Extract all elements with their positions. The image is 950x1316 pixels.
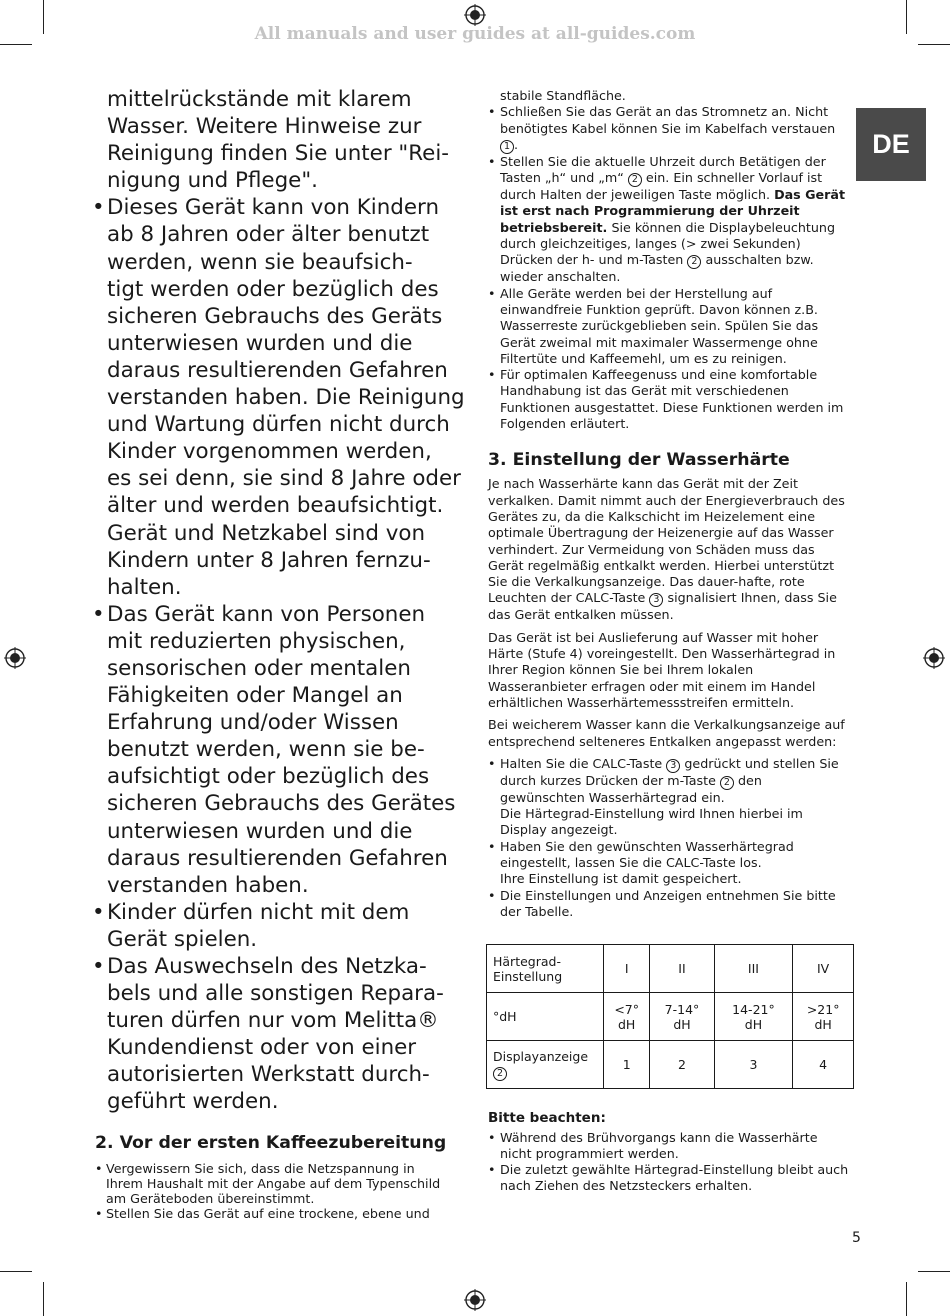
page-number: 5 xyxy=(852,1230,861,1246)
text-line: Kinder vorgenommen werden, xyxy=(107,439,432,465)
list-item xyxy=(92,194,467,600)
text-line: daraus resultierenden Gefahren xyxy=(107,357,448,383)
paragraph xyxy=(488,476,850,623)
list-item xyxy=(488,839,850,888)
table-cell: IV xyxy=(793,945,854,993)
text-line: Erfahrung und/oder Wissen xyxy=(107,710,399,736)
text-line: sicheren Gebrauchs des Gerätes xyxy=(107,791,456,817)
text-line: Wasser. Weitere Hinweise zur xyxy=(107,114,422,140)
bullet-text: Ihre Einstellung ist damit gespeichert. xyxy=(500,871,742,887)
registration-mark-icon xyxy=(464,4,486,26)
list-item xyxy=(92,953,467,1116)
paragraph: Das Gerät ist bei Auslieferung auf Wasser mit hoher Härte (Stufe 4) voreingestellt. Den Wasserhärtegrad in Ihrer Region können Sie bei Ihrem lokalen Wasseranbieter erfragen oder mit einem im Handel erhältlichen Wasserhärtemessstreifen ermitteln. xyxy=(488,629,836,710)
text-line: älter und werden beaufsichtigt. xyxy=(107,493,444,519)
table-cell: 1 xyxy=(604,1041,650,1089)
paragraph: Bei weicherem Wasser kann die Verkalkungsanzeige auf entsprechend selteneres Entkalken angepasst werden: xyxy=(488,717,845,749)
list-item xyxy=(488,888,850,921)
text-line: Kinder dürfen nicht mit dem xyxy=(107,899,410,925)
text-line: aufsichtigt oder bezüglich des xyxy=(107,764,430,790)
cell-line: 14-21° xyxy=(732,1001,775,1017)
text-line: unterwiesen wurden und die xyxy=(107,330,413,356)
text-line: mittelrückstände mit klarem xyxy=(107,87,412,112)
text-line: es sei denn, sie sind 8 Jahre oder xyxy=(107,466,461,492)
watermark: All manuals and user guides at all-guides.com xyxy=(254,24,696,44)
list-item xyxy=(92,899,467,953)
text-line: Dieses Gerät kann von Kindern xyxy=(107,195,440,221)
table-cell: °dH xyxy=(487,993,604,1041)
text-line: Fähigkeiten oder Mangel an xyxy=(107,683,403,709)
text-line: autorisierten Werkstatt durch- xyxy=(107,1062,430,1088)
note-section xyxy=(488,1110,850,1194)
list-item xyxy=(488,756,850,839)
bullet-text: Die Einstellungen und Anzeigen entnehmen Sie bitte der Tabelle. xyxy=(500,887,836,919)
bullet: • xyxy=(488,1130,496,1145)
text-line: sicheren Gebrauchs des Geräts xyxy=(107,303,443,329)
table-cell: 3 xyxy=(714,1041,793,1089)
bullet: • xyxy=(488,367,496,383)
bullet-text: Schließen Sie das Gerät an das Stromnetz an. Nicht benötigtes Kabel können Sie im Kabelfach verstauen xyxy=(500,104,836,136)
list-item xyxy=(488,154,850,286)
text-line: Kindern unter 8 Jahren fernzu- xyxy=(107,547,431,573)
reference-number: 2 xyxy=(628,173,642,187)
text-line: verstanden haben. xyxy=(107,872,309,898)
list-item xyxy=(95,1161,465,1206)
text-line: turen dürfen nur vom Melitta® xyxy=(107,1008,439,1034)
cell-line: <7° xyxy=(614,1001,640,1017)
registration-mark-icon xyxy=(923,647,945,669)
table-cell: II xyxy=(650,945,714,993)
bullet-text: ein. Ein schneller Vorlauf ist durch Halten der jeweiligen Taste möglich. xyxy=(500,170,823,203)
bullet-text: den gewünschten Wasserhärtegrad ein. xyxy=(500,772,762,805)
text-line: Das Gerät kann von Personen xyxy=(107,601,426,627)
table-cell xyxy=(650,993,714,1041)
language-tab: DE xyxy=(856,108,926,181)
bullet-text: Die zuletzt gewählte Härtegrad-Einstellung bleibt auch nach Ziehen des Netzsteckers erhalten. xyxy=(500,1162,849,1193)
paragraph-text: Je nach Wasserhärte kann das Gerät mit der Zeit verkalken. Damit nimmt auch der Energieverbrauch des Gerätes zu, da die Kalkschicht im Heizelement eine optimale Übertragung der Heizenergie auf das Wasser verhindert. Zur Vermeidung von Schäden muss das Gerät regelmäßig entkalkt werden. Hierbei unterstützt Sie die Verkalkungsanzeige. Das dauer-hafte, rote Leuchten der CALC-Taste xyxy=(488,476,845,606)
text-line: verstanden haben. Die Reinigung xyxy=(107,385,465,411)
text-line: daraus resultierenden Gefahren xyxy=(107,845,448,871)
text-line: tigt werden oder bezüglich des xyxy=(107,276,439,302)
water-hardness-table xyxy=(486,944,854,1089)
cell-text: Displayanzeige xyxy=(493,1048,589,1064)
reference-number: 3 xyxy=(666,759,680,773)
bullet-text: Halten Sie die CALC-Taste xyxy=(500,755,663,771)
crop-mark xyxy=(906,1282,907,1316)
bullet: • xyxy=(95,1206,103,1221)
list-item xyxy=(488,367,850,432)
text-line: Ihrem Haushalt mit der Angabe auf dem Typenschild xyxy=(106,1176,441,1191)
cell-line: dH xyxy=(618,1016,636,1032)
text-line: Das Auswechseln des Netzka- xyxy=(107,954,427,979)
bullet-text: Die Härtegrad-Einstellung wird Ihnen hierbei im Display angezeigt. xyxy=(500,806,803,838)
bullet: • xyxy=(95,1161,103,1176)
registration-mark-icon xyxy=(464,1289,486,1311)
crop-mark xyxy=(918,1271,950,1272)
list-item xyxy=(92,601,467,899)
text-line: Reinigung finden Sie unter "Rei- xyxy=(107,141,449,167)
table-cell: I xyxy=(604,945,650,993)
bullet: • xyxy=(488,153,496,169)
bold-text: Das Gerät ist erst nach Programmierung der Uhrzeit betriebsbereit. xyxy=(500,187,846,235)
table-cell xyxy=(604,993,650,1041)
text-line: bels und alle sonstigen Repara- xyxy=(107,981,444,1007)
text-line: sensorischen oder mentalen xyxy=(107,655,411,681)
text-line: Stellen Sie das Gerät auf eine trockene, ebene und xyxy=(106,1206,430,1221)
table-cell: III xyxy=(714,945,793,993)
reference-number: 2 xyxy=(493,1067,507,1081)
reference-number: 1 xyxy=(500,140,514,154)
note-title: Bitte beachten: xyxy=(488,1110,606,1126)
cell-line: 7-14° xyxy=(664,1001,700,1017)
table-cell: Härtegrad-Einstellung xyxy=(487,945,604,993)
bullet: • xyxy=(92,954,105,979)
text-line: benutzt werden, wenn sie be- xyxy=(107,737,425,763)
bullet-text: Während des Brühvorgangs kann die Wasserhärte nicht programmiert werden. xyxy=(500,1130,818,1161)
bullet-text: Alle Geräte werden bei der Herstellung auf einwandfreie Funktion geprüft. Davon können z.B. Wasserreste zurückgeblieben sein. Spülen Sie das Gerät zweimal mit maximaler Wassermenge ohne Filtertüte und Kaffeemehl, um es zu reinigen. xyxy=(500,285,819,366)
registration-mark-icon xyxy=(4,647,26,669)
right-column xyxy=(488,88,850,920)
text-line: Vergewissern Sie sich, dass die Netzspannung in xyxy=(106,1161,415,1176)
cell-line: dH xyxy=(814,1016,832,1032)
list-item xyxy=(488,104,850,154)
reference-number: 2 xyxy=(687,255,701,269)
bullet-text: Für optimalen Kaffeegenuss und eine komfortable Handhabung ist das Gerät mit verschiedenen Funktionen ausgestattet. Diese Funktionen werden im Folgenden erläutert. xyxy=(500,367,844,432)
cell-line: dH xyxy=(744,1016,763,1032)
text-line: geführt werden. xyxy=(107,1089,279,1115)
bullet: • xyxy=(488,838,496,854)
text-line: mit reduzierten physischen, xyxy=(107,628,406,654)
bullet-text: Stellen Sie die aktuelle Uhrzeit durch Betätigen der Tasten „h“ und „m“ xyxy=(500,153,826,186)
text-line: werden, wenn sie beaufsich- xyxy=(107,249,413,275)
table-cell: 4 xyxy=(793,1041,854,1089)
list-item xyxy=(488,286,850,367)
text-line: halten. xyxy=(107,574,182,600)
table-cell xyxy=(487,1041,604,1089)
reference-number: 3 xyxy=(649,593,663,607)
section-heading: 3. Einstellung der Wasserhärte xyxy=(488,450,790,471)
cell-line: >21° xyxy=(806,1001,840,1017)
text-line: nigung und Pflege". xyxy=(107,168,318,194)
bullet: • xyxy=(92,899,105,925)
bullet: • xyxy=(488,1162,496,1177)
reference-number: 2 xyxy=(720,776,734,790)
list-item xyxy=(95,1206,465,1221)
list-item xyxy=(488,1130,850,1162)
crop-mark xyxy=(918,44,950,45)
crop-mark xyxy=(0,44,32,45)
intro-paragraph xyxy=(107,86,467,194)
bullet-text: . xyxy=(514,136,519,152)
section-2 xyxy=(95,1133,465,1221)
table-cell: 2 xyxy=(650,1041,714,1089)
bullet: • xyxy=(488,285,496,301)
bullet-text: Sie können die Displaybeleuchtung durch gleichzeitiges, langes (> zwei Sekunden) Drücken der h- und m-Tasten xyxy=(500,219,836,268)
table-row xyxy=(487,945,854,993)
list-item xyxy=(488,1162,850,1194)
cell-line: dH xyxy=(673,1016,691,1032)
bullet: • xyxy=(488,104,496,120)
text-line: stabile Standfläche. xyxy=(500,88,626,103)
bullet: • xyxy=(488,755,496,771)
paragraph-text: signalisiert Ihnen, dass Sie das Gerät entkalken müssen. xyxy=(488,590,837,623)
table-cell xyxy=(793,993,854,1041)
text-line: und Wartung dürfen nicht durch xyxy=(107,412,450,438)
crop-mark xyxy=(0,1271,32,1272)
bullet-text: Haben Sie den gewünschten Wasserhärtegrad eingestellt, lassen Sie die CALC-Taste los. xyxy=(500,838,794,870)
section-heading: 2. Vor der ersten Kaffeezubereitung xyxy=(95,1133,447,1153)
table-row xyxy=(487,993,854,1041)
bullet: • xyxy=(92,601,105,627)
text-line: Gerät und Netzkabel sind von xyxy=(107,520,426,546)
text-line: am Geräteboden übereinstimmt. xyxy=(106,1191,315,1206)
text-line: Kundendienst oder von einer xyxy=(107,1035,417,1061)
text-line: Gerät spielen. xyxy=(107,926,258,952)
bullet: • xyxy=(92,195,105,221)
text-line: unterwiesen wurden und die xyxy=(107,818,413,844)
table-row xyxy=(487,1041,854,1089)
crop-mark xyxy=(43,1282,44,1316)
bullet-text: gedrückt und stellen Sie durch kurzes Drücken der m-Taste xyxy=(500,755,839,788)
left-column xyxy=(92,86,467,1116)
text-line: ab 8 Jahren oder älter benutzt xyxy=(107,222,430,248)
bullet-text: ausschalten bzw. wieder anschalten. xyxy=(500,252,814,285)
bullet: • xyxy=(488,887,496,903)
table-cell xyxy=(714,993,793,1041)
